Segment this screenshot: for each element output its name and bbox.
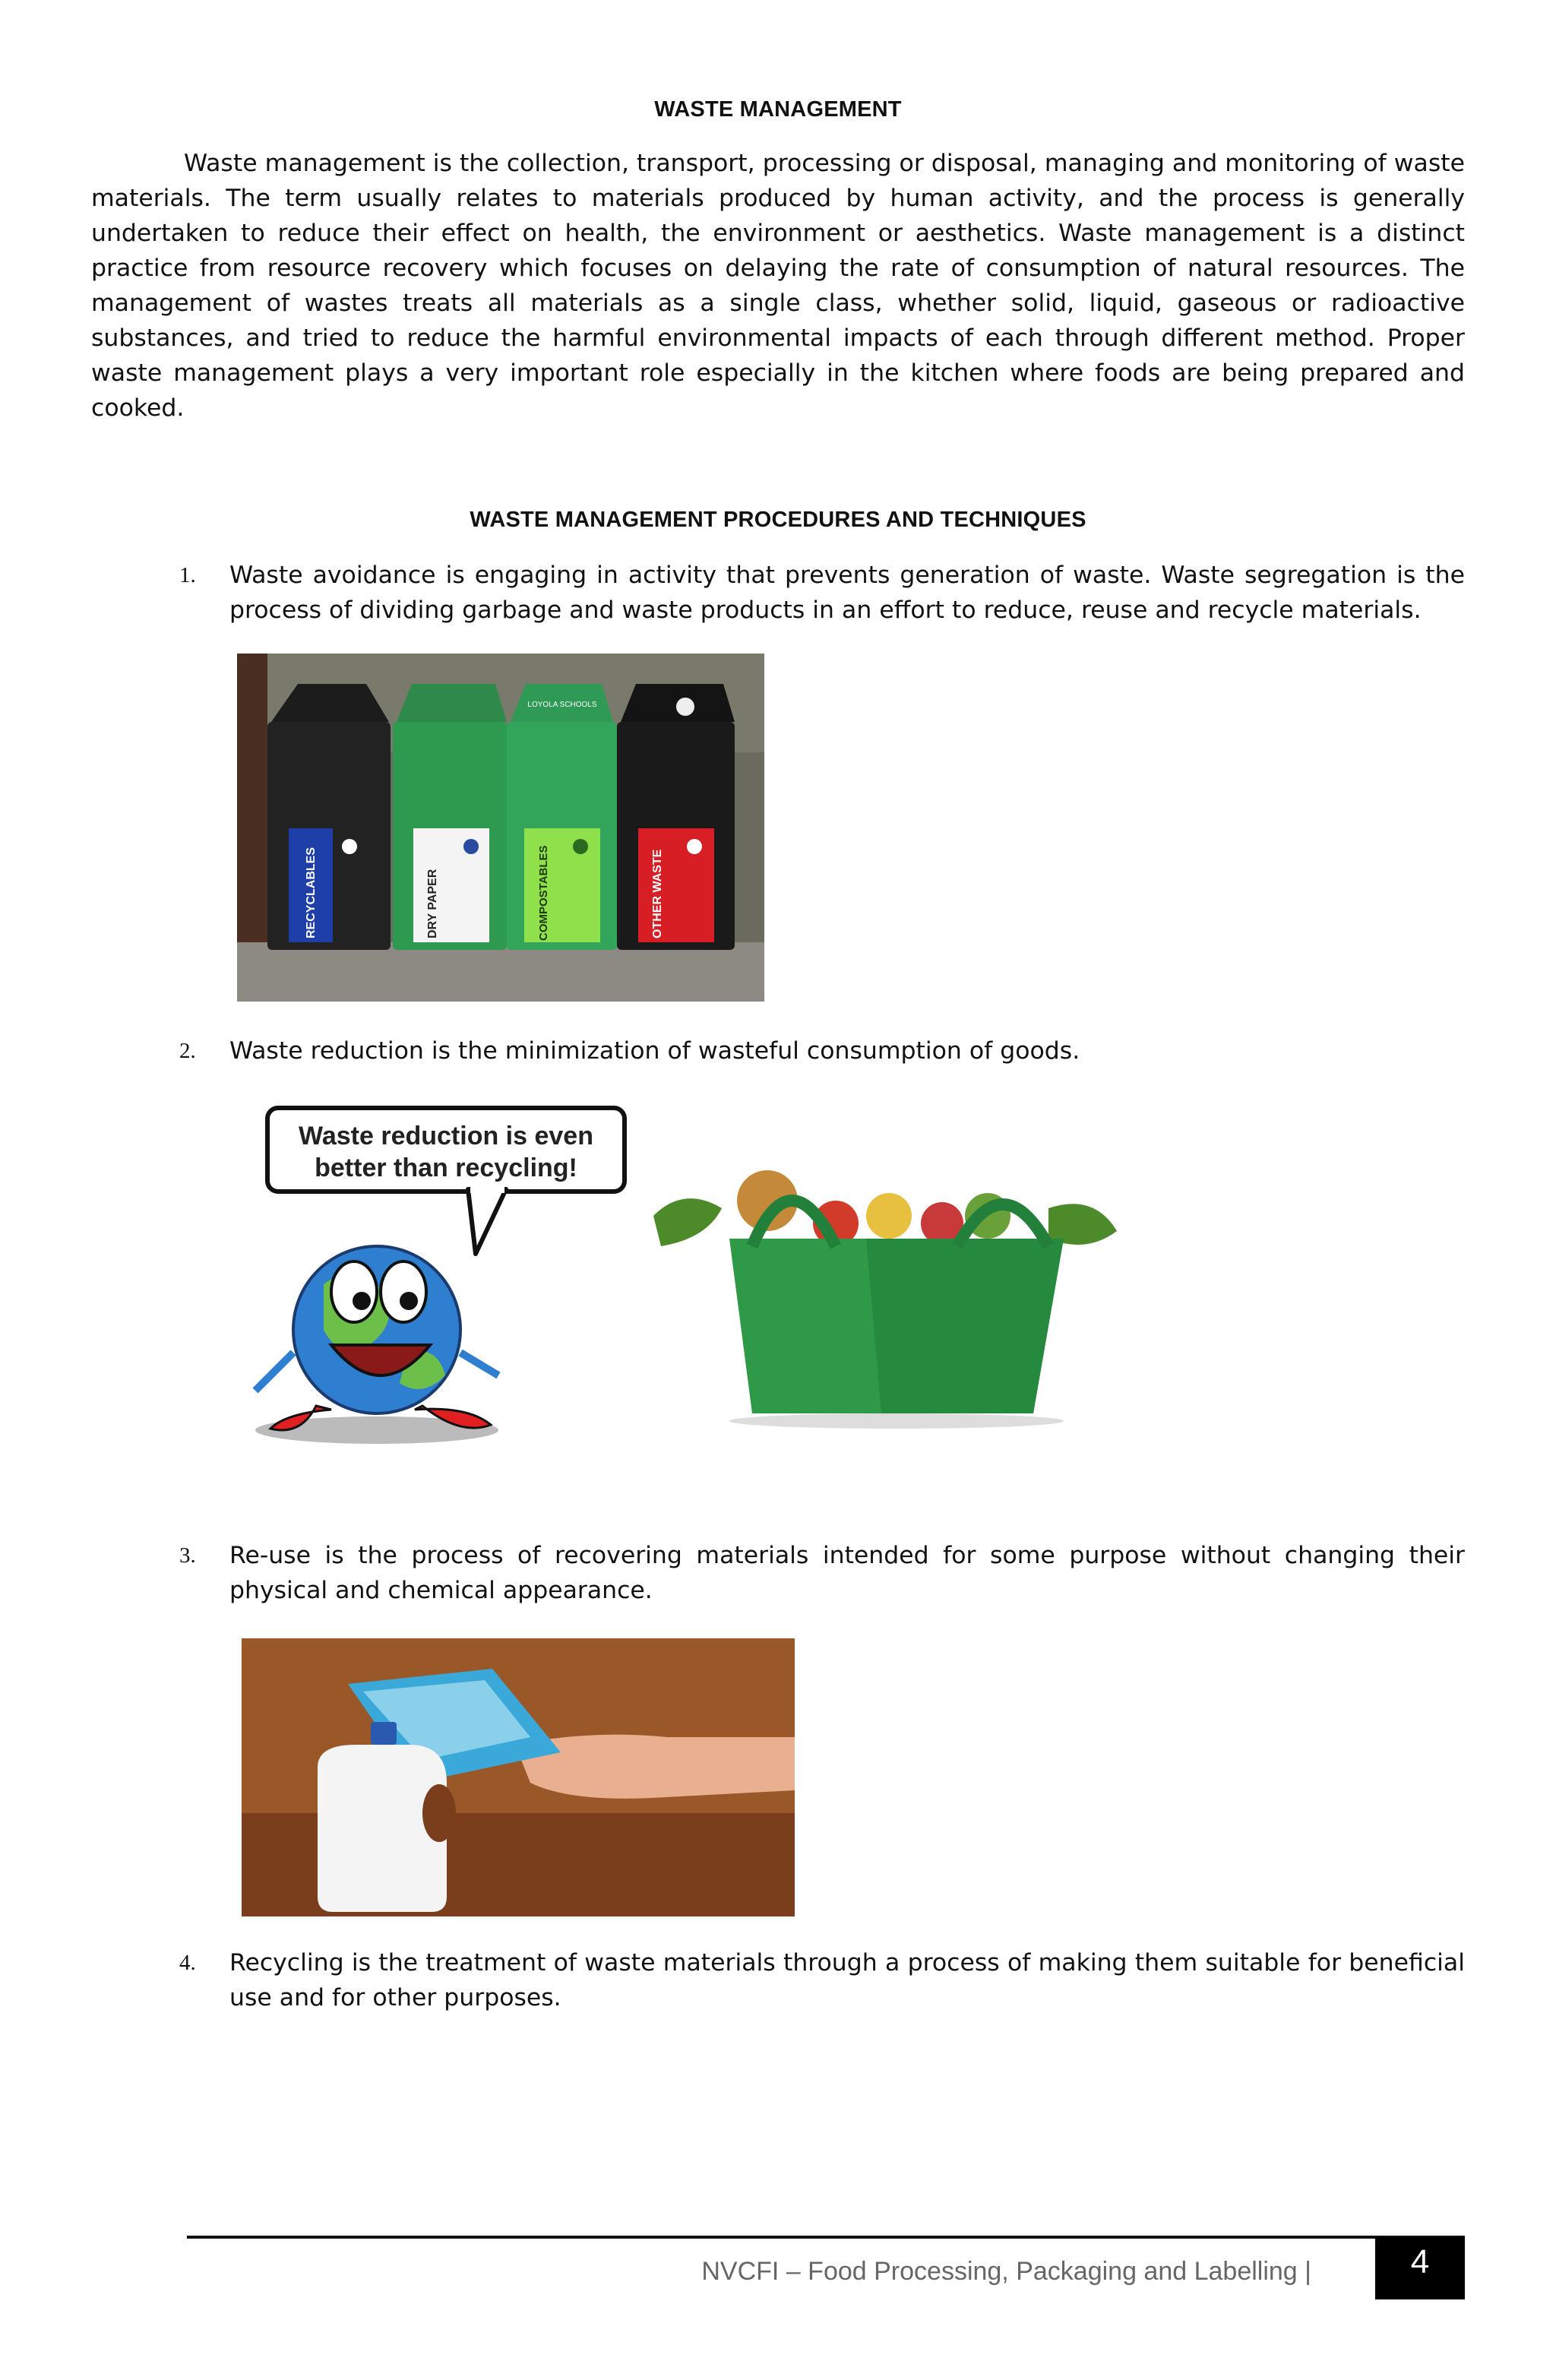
waste-reduction-cartoon	[240, 1102, 635, 1451]
bubble-text-line2: better than recycling!	[315, 1154, 577, 1182]
segregation-bins-photo	[237, 654, 764, 1002]
item-text: Waste reduction is the minimization of wasteful consumption of goods.	[229, 1037, 1080, 1065]
list-item	[179, 1945, 1465, 2015]
item-text: Recycling is the treatment of waste materials through a process of making them suitable for beneficial use and for other purposes.	[229, 1949, 1465, 2011]
bin-label-other-waste: OTHER WASTE	[651, 849, 664, 938]
item-number: 1.	[179, 563, 196, 587]
item-number: 3.	[179, 1543, 196, 1568]
item-text: Re-use is the process of recovering materials intended for some purpose without changing their physical and chemical appearance.	[229, 1542, 1465, 1604]
list-item	[179, 558, 1465, 628]
list-item	[179, 1033, 1465, 1068]
reusable-grocery-bag-photo	[638, 1155, 1124, 1429]
footer-text: NVCFI – Food Processing, Packaging and Labelling |	[701, 2257, 1311, 2286]
section-title: WASTE MANAGEMENT PROCEDURES AND TECHNIQUES	[470, 508, 1086, 532]
page-title: WASTE MANAGEMENT	[654, 97, 902, 122]
bin-label-dry-paper: DRY PAPER	[426, 869, 439, 938]
bubble-text-line1: Waste reduction is even	[299, 1122, 593, 1150]
item-number: 4.	[179, 1951, 196, 1975]
item-text: Waste avoidance is engaging in activity that prevents generation of waste. Waste segregation is the process of dividing garbage and waste products in an effort to reduce, reuse and recycle materials.	[229, 562, 1465, 624]
bin-lid-label: LOYOLA SCHOOLS	[527, 701, 597, 709]
item-number: 2.	[179, 1039, 196, 1063]
bin-label-compostables: COMPOSTABLES	[537, 845, 550, 941]
reuse-bottle-photo	[242, 1638, 795, 1916]
page-number: 4	[1375, 2237, 1465, 2299]
list-item	[179, 1538, 1465, 1608]
intro-paragraph: Waste management is the collection, transport, processing or disposal, managing and monitoring of waste materials. The term usually relates to materials produced by human activity, and the process is generally undertaken to reduce their effect on health, the environment or aesthetics. Waste management is a distinct practice from resource recovery which focuses on delaying the rate of consumption of natural resources. The management of wastes treats all materials as a single class, whether solid, liquid, gaseous or radioactive substances, and tried to reduce the harmful environmental impacts of each through different method. Proper waste management plays a very important role especially in the kitchen where foods are being prepared and cooked.	[91, 150, 1465, 422]
bin-label-recyclables: RECYCLABLES	[305, 847, 318, 938]
footer-divider	[187, 2236, 1465, 2239]
